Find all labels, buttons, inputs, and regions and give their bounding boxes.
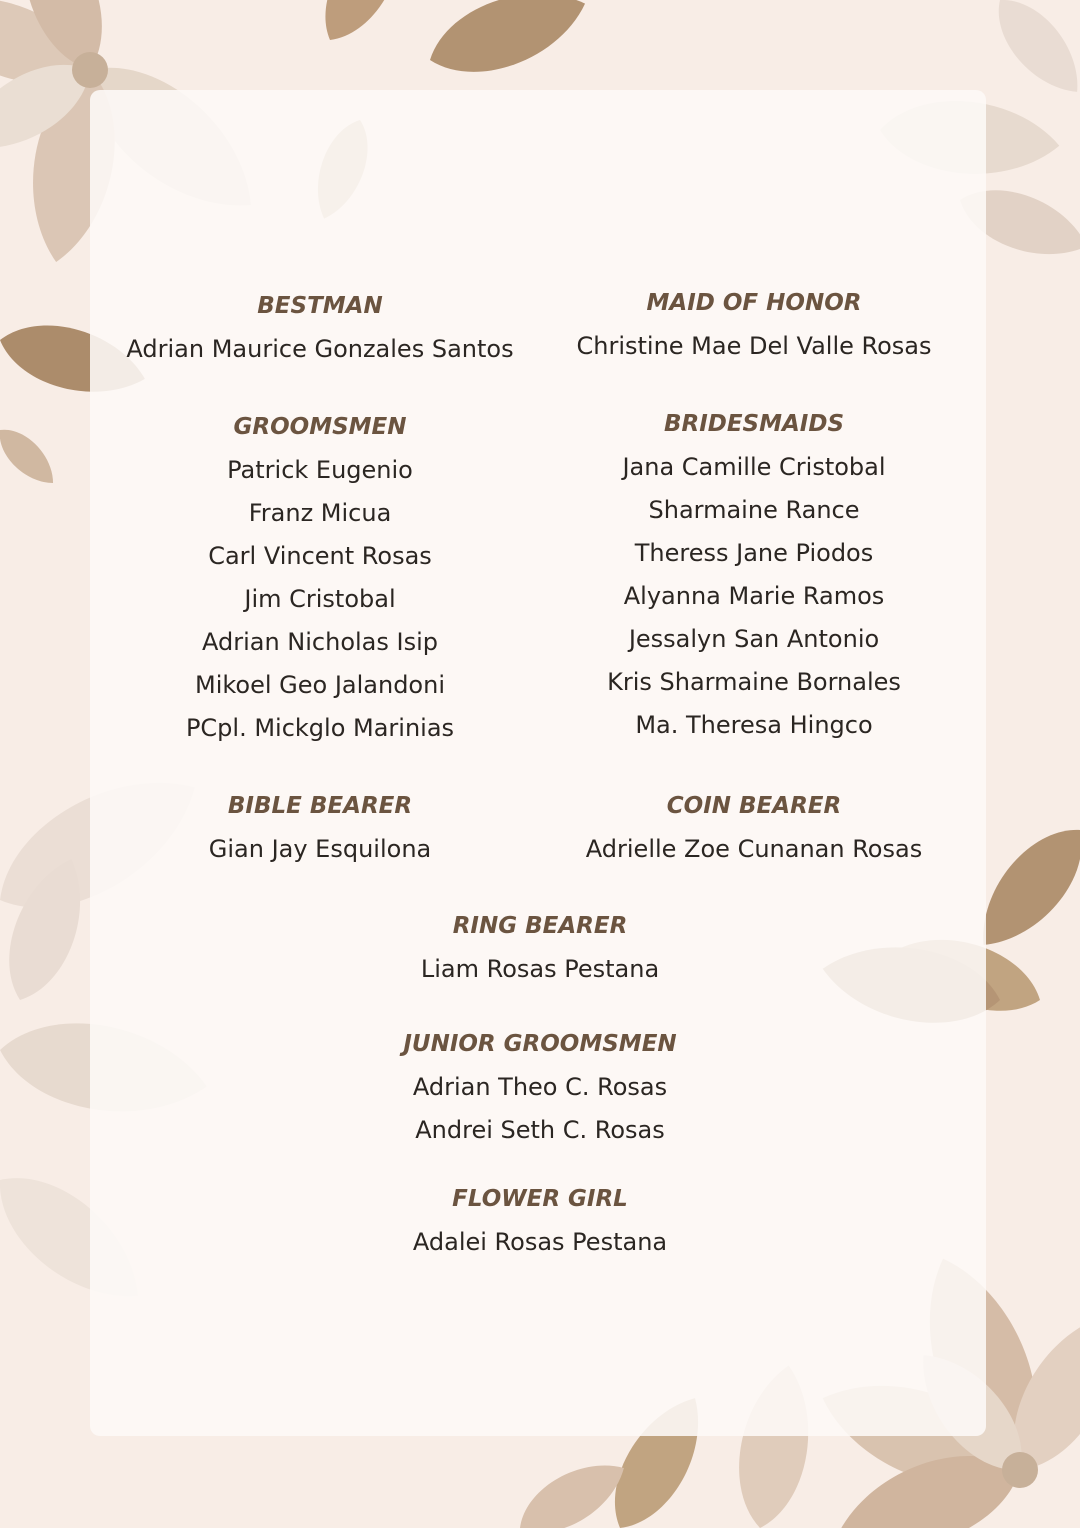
name-item: Gian Jay Esquilona xyxy=(208,835,432,863)
name-item: Kris Sharmaine Bornales xyxy=(607,668,901,696)
section-bestman xyxy=(90,285,550,371)
name-item: Ma. Theresa Hingco xyxy=(635,711,873,739)
name-item: Adrian Theo C. Rosas xyxy=(412,1073,668,1101)
name-item: Andrei Seth C. Rosas xyxy=(415,1116,665,1144)
section-heading: GROOMSMEN xyxy=(233,414,407,440)
section-coin-bearer xyxy=(524,785,984,871)
section-junior-groomsmen xyxy=(310,1023,770,1152)
name-item: Jana Camille Cristobal xyxy=(622,453,886,481)
name-item: Mikoel Geo Jalandoni xyxy=(194,671,445,699)
name-item: Adalei Rosas Pestana xyxy=(412,1228,668,1256)
name-item: Sharmaine Rance xyxy=(648,496,860,524)
name-item: Adrian Nicholas Isip xyxy=(201,628,438,656)
section-heading: BRIDESMAIDS xyxy=(663,411,845,437)
section-groomsmen xyxy=(90,406,550,750)
name-item: Carl Vincent Rosas xyxy=(208,542,432,570)
name-item: Liam Rosas Pestana xyxy=(420,955,660,983)
name-item: Franz Micua xyxy=(248,499,392,527)
section-bible-bearer xyxy=(90,785,550,871)
name-item: Theress Jane Piodos xyxy=(634,539,874,567)
section-heading: BIBLE BEARER xyxy=(227,793,413,819)
name-item: Jessalyn San Antonio xyxy=(628,625,880,653)
name-item: PCpl. Mickglo Marinias xyxy=(185,714,455,742)
section-heading: RING BEARER xyxy=(452,913,628,939)
section-heading: MAID OF HONOR xyxy=(646,290,862,316)
section-heading: BESTMAN xyxy=(257,293,383,319)
name-item: Jim Cristobal xyxy=(244,585,396,613)
name-item: Alyanna Marie Ramos xyxy=(623,582,885,610)
section-heading: FLOWER GIRL xyxy=(452,1186,628,1212)
name-item: Adrielle Zoe Cunanan Rosas xyxy=(585,835,923,863)
name-item: Patrick Eugenio xyxy=(227,456,413,484)
section-flower-girl xyxy=(310,1178,770,1264)
section-heading: COIN BEARER xyxy=(666,793,842,819)
name-item: Christine Mae Del Valle Rosas xyxy=(576,332,932,360)
section-ring-bearer xyxy=(310,905,770,991)
section-heading: JUNIOR GROOMSMEN xyxy=(403,1031,677,1057)
section-bridesmaids xyxy=(524,403,984,747)
name-item: Adrian Maurice Gonzales Santos xyxy=(126,335,514,363)
section-maid-of-honor xyxy=(524,282,984,368)
